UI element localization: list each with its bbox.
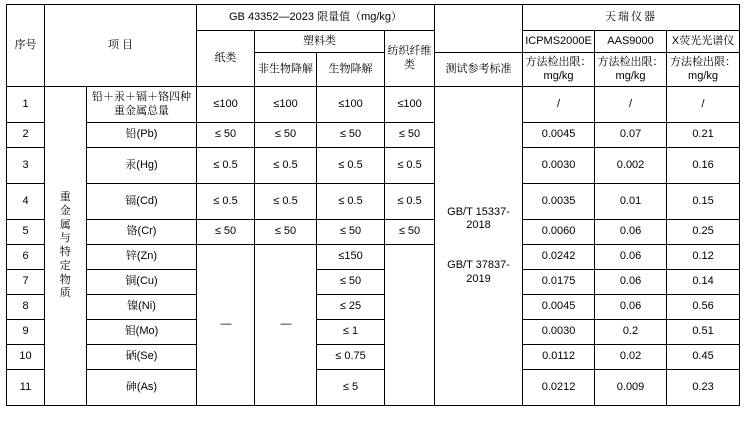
row-icpms-value: 0.0212	[523, 370, 595, 406]
row-nonbio-limit: ≤ 50	[255, 220, 317, 245]
row-aas-value: 0.06	[595, 245, 667, 270]
row-index: 4	[7, 184, 45, 220]
header-paper: 纸类	[197, 31, 255, 87]
row-item-name: 砷(As)	[87, 370, 197, 406]
header-test-standard: 测试参考标准	[435, 53, 523, 87]
row-icpms-value: 0.0242	[523, 245, 595, 270]
header-instrument-3-name: X荧光光谱仪	[667, 31, 740, 53]
row-index: 7	[7, 270, 45, 295]
header-limit-group: GB 43352—2023 限量值（mg/kg）	[197, 5, 435, 31]
row-item-name: 钼(Mo)	[87, 320, 197, 345]
header-row-1	[7, 5, 740, 31]
table-row	[7, 184, 740, 220]
row-bio-limit: ≤ 50	[317, 123, 385, 148]
table-row	[7, 123, 740, 148]
row-icpms-value: 0.0035	[523, 184, 595, 220]
row-item-name: 硒(Se)	[87, 345, 197, 370]
row-xrf-value: 0.56	[667, 295, 740, 320]
row-index: 10	[7, 345, 45, 370]
row-item-name: 铅＋汞＋镉＋铬四种重金属总量	[87, 87, 197, 123]
row-item-name: 锌(Zn)	[87, 245, 197, 270]
row-bio-limit: ≤ 5	[317, 370, 385, 406]
row-bio-limit: ≤ 0.75	[317, 345, 385, 370]
row-aas-value: /	[595, 87, 667, 123]
header-instrument-3-detection: 方法检出限：mg/kg	[667, 53, 740, 87]
table-row	[7, 87, 740, 123]
row-nonbio-limit: ≤ 50	[255, 123, 317, 148]
row-xrf-value: 0.14	[667, 270, 740, 295]
header-textile: 纺织纤维类	[385, 31, 435, 87]
row-paper-limit-empty: —	[197, 245, 255, 406]
row-xrf-value: /	[667, 87, 740, 123]
row-bio-limit: ≤100	[317, 87, 385, 123]
row-xrf-value: 0.21	[667, 123, 740, 148]
table-row	[7, 295, 740, 320]
header-plastic-bio: 生物降解	[317, 53, 385, 87]
row-icpms-value: 0.0045	[523, 295, 595, 320]
row-item-name: 铬(Cr)	[87, 220, 197, 245]
row-index: 11	[7, 370, 45, 406]
row-xrf-value: 0.15	[667, 184, 740, 220]
row-icpms-value: /	[523, 87, 595, 123]
row-icpms-value: 0.0060	[523, 220, 595, 245]
header-instrument-2-name: AAS9000	[595, 31, 667, 53]
table-row	[7, 345, 740, 370]
header-plastic-nonbio: 非生物降解	[255, 53, 317, 87]
header-instrument-1-detection: 方法检出限：mg/kg	[523, 53, 595, 87]
row-xrf-value: 0.25	[667, 220, 740, 245]
row-index: 6	[7, 245, 45, 270]
row-item-name: 汞(Hg)	[87, 148, 197, 184]
row-index: 2	[7, 123, 45, 148]
row-bio-limit: ≤ 0.5	[317, 184, 385, 220]
row-aas-value: 0.07	[595, 123, 667, 148]
table-row	[7, 220, 740, 245]
row-nonbio-limit: ≤100	[255, 87, 317, 123]
header-instrument-1-name: ICPMS2000E	[523, 31, 595, 53]
row-nonbio-limit: ≤ 0.5	[255, 148, 317, 184]
row-xrf-value: 0.23	[667, 370, 740, 406]
row-xrf-value: 0.45	[667, 345, 740, 370]
row-index: 5	[7, 220, 45, 245]
row-aas-value: 0.01	[595, 184, 667, 220]
header-instrument-group: 天瑞仪器	[523, 5, 740, 31]
row-icpms-value: 0.0030	[523, 320, 595, 345]
table-row	[7, 245, 740, 270]
row-aas-value: 0.06	[595, 270, 667, 295]
row-item-name: 铅(Pb)	[87, 123, 197, 148]
row-index: 3	[7, 148, 45, 184]
table-row	[7, 320, 740, 345]
row-paper-limit: ≤ 0.5	[197, 184, 255, 220]
header-standard-blank	[435, 5, 523, 53]
header-index: 序号	[7, 5, 45, 87]
heavy-metal-limits-table	[6, 4, 740, 406]
row-aas-value: 0.02	[595, 345, 667, 370]
row-nonbio-limit-empty: —	[255, 245, 317, 406]
row-bio-limit: ≤ 25	[317, 295, 385, 320]
row-textile-limit: ≤ 0.5	[385, 184, 435, 220]
table-row	[7, 370, 740, 406]
row-test-standard	[435, 87, 523, 406]
standard-1: GB/T 15337-2018	[447, 205, 510, 232]
row-nonbio-limit: ≤ 0.5	[255, 184, 317, 220]
row-icpms-value: 0.0045	[523, 123, 595, 148]
table-row	[7, 270, 740, 295]
row-paper-limit: ≤ 50	[197, 220, 255, 245]
row-aas-value: 0.2	[595, 320, 667, 345]
row-paper-limit: ≤100	[197, 87, 255, 123]
row-item-name: 镉(Cd)	[87, 184, 197, 220]
row-item-name: 镍(Ni)	[87, 295, 197, 320]
row-group-label	[45, 87, 87, 406]
row-index: 9	[7, 320, 45, 345]
row-icpms-value: 0.0175	[523, 270, 595, 295]
row-bio-limit: ≤ 50	[317, 220, 385, 245]
row-index: 1	[7, 87, 45, 123]
row-textile-limit: ≤ 50	[385, 123, 435, 148]
row-xrf-value: 0.16	[667, 148, 740, 184]
row-item-name: 铜(Cu)	[87, 270, 197, 295]
row-aas-value: 0.06	[595, 295, 667, 320]
row-bio-limit: ≤ 0.5	[317, 148, 385, 184]
row-bio-limit: ≤ 50	[317, 270, 385, 295]
row-textile-limit: ≤100	[385, 87, 435, 123]
row-paper-limit: ≤ 50	[197, 123, 255, 148]
row-xrf-value: 0.51	[667, 320, 740, 345]
row-aas-value: 0.06	[595, 220, 667, 245]
row-group-label-text: 重金属与特定物质	[59, 191, 72, 300]
row-paper-limit: ≤ 0.5	[197, 148, 255, 184]
header-instrument-2-detection: 方法检出限：mg/kg	[595, 53, 667, 87]
row-icpms-value: 0.0112	[523, 345, 595, 370]
table-row	[7, 148, 740, 184]
row-aas-value: 0.009	[595, 370, 667, 406]
row-textile-limit-empty	[385, 245, 435, 406]
header-item: 项 目	[45, 5, 197, 87]
row-icpms-value: 0.0030	[523, 148, 595, 184]
row-textile-limit: ≤ 0.5	[385, 148, 435, 184]
standard-2: GB/T 37837-2019	[447, 259, 510, 285]
row-index: 8	[7, 295, 45, 320]
row-bio-limit: ≤ 1	[317, 320, 385, 345]
header-plastic-group: 塑料类	[255, 31, 385, 53]
row-xrf-value: 0.12	[667, 245, 740, 270]
row-textile-limit: ≤ 50	[385, 220, 435, 245]
row-bio-limit: ≤150	[317, 245, 385, 270]
row-aas-value: 0.002	[595, 148, 667, 184]
